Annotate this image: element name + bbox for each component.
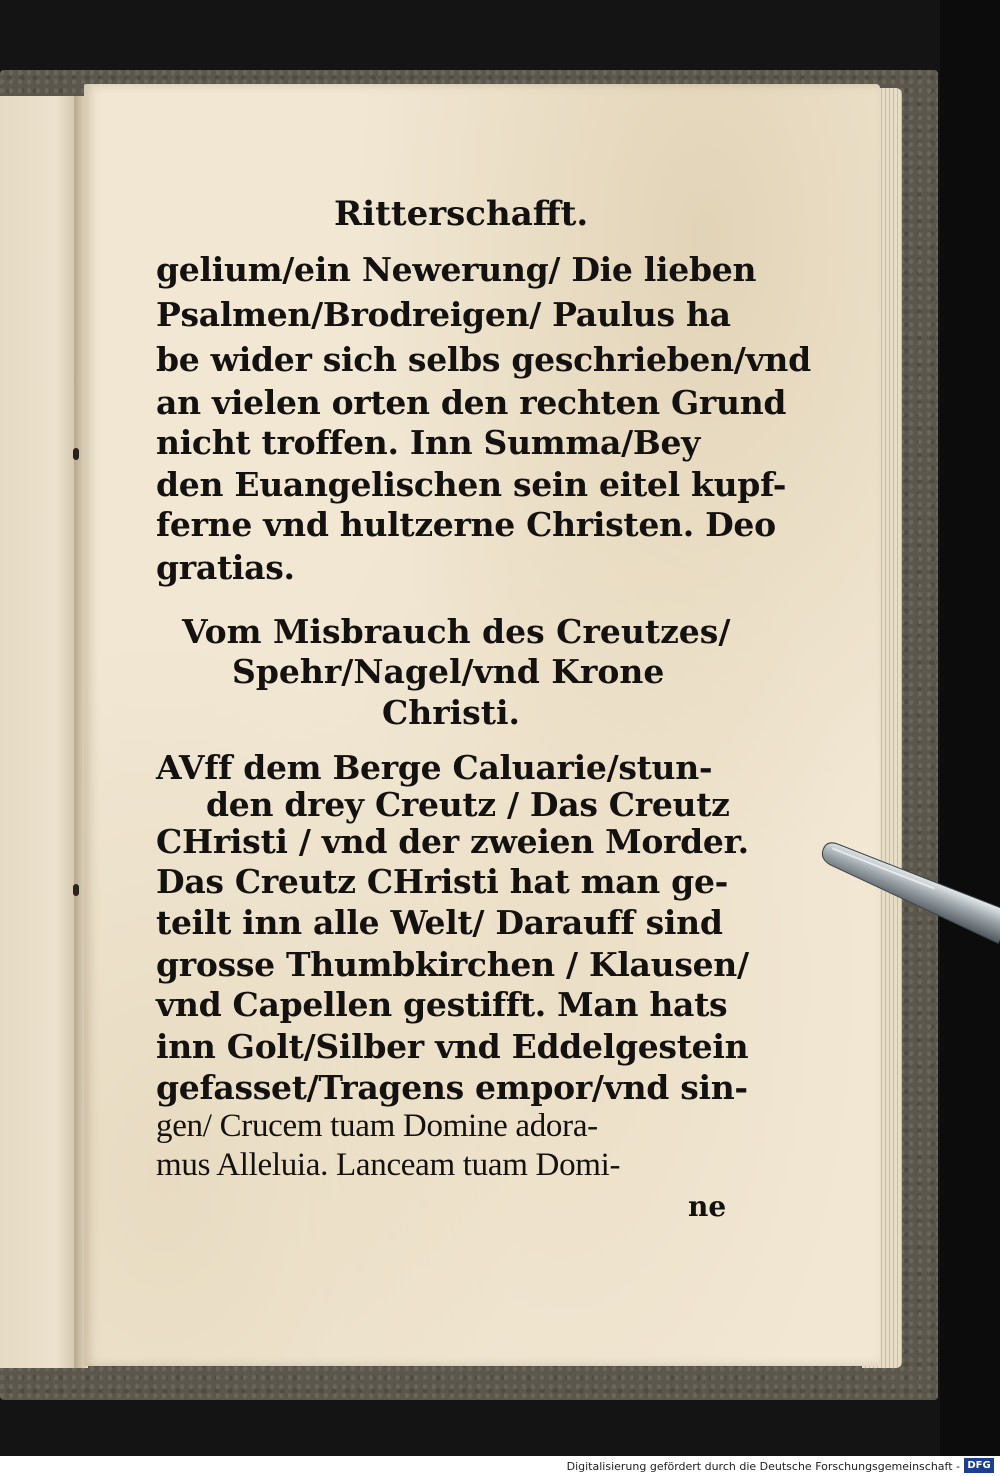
text-line: inn Golt/Silber vnd Eddelgestein (156, 1027, 749, 1066)
text-line: Psalmen/Brodreigen/ Paulus ha (156, 295, 731, 334)
heading-line: Christi. (382, 693, 521, 732)
background-right (940, 0, 1000, 1476)
catchword: ne (688, 1190, 727, 1223)
text-line: gratias. (156, 548, 295, 587)
text-line: teilt inn alle Welt/ Darauff sind (156, 903, 723, 942)
text-line: be wider sich selbs geschrieben/vnd (156, 340, 811, 379)
left-page (0, 96, 80, 1368)
text-line: grosse Thumbkirchen / Klausen/ (156, 945, 749, 984)
text-line: Das Creutz CHristi hat man ge- (156, 862, 729, 901)
text-line: den Euangelischen sein eitel kupf- (156, 465, 787, 504)
binding-stitch (73, 884, 79, 896)
text-line: gefasset/Tragens empor/vnd sin- (156, 1068, 748, 1107)
text-line: den drey Creutz / Das Creutz (206, 785, 730, 824)
running-head: Ritterschafft. (334, 194, 589, 234)
heading-line: Spehr/Nagel/vnd Krone (232, 652, 665, 691)
text-line: nicht troffen. Inn Summa/Bey (156, 423, 701, 462)
binding-stitch (73, 448, 79, 460)
text-line: ferne vnd hultzerne Christen. Deo (156, 505, 776, 544)
text-line: an vielen orten den rechten Grund (156, 383, 787, 422)
text-line: gelium/ein Newerung/ Die lieben (156, 250, 757, 289)
text-line: mus Alleluia. Lanceam tuam Domi- (156, 1147, 621, 1183)
text-line: gen/ Crucem tuam Domine adora- (156, 1108, 598, 1144)
heading-line: Vom Misbrauch des Creutzes/ (182, 612, 731, 651)
footer-credit: Digitalisierung gefördert durch die Deutsche Forschungsgemeinschaft - (566, 1460, 960, 1473)
text-line: AVff dem Berge Caluarie/stun- (156, 748, 713, 787)
dfg-logo: DFG (964, 1458, 994, 1473)
text-line: CHristi / vnd der zweien Morder. (156, 822, 749, 861)
text-line: vnd Capellen gestifft. Man hats (156, 985, 728, 1024)
